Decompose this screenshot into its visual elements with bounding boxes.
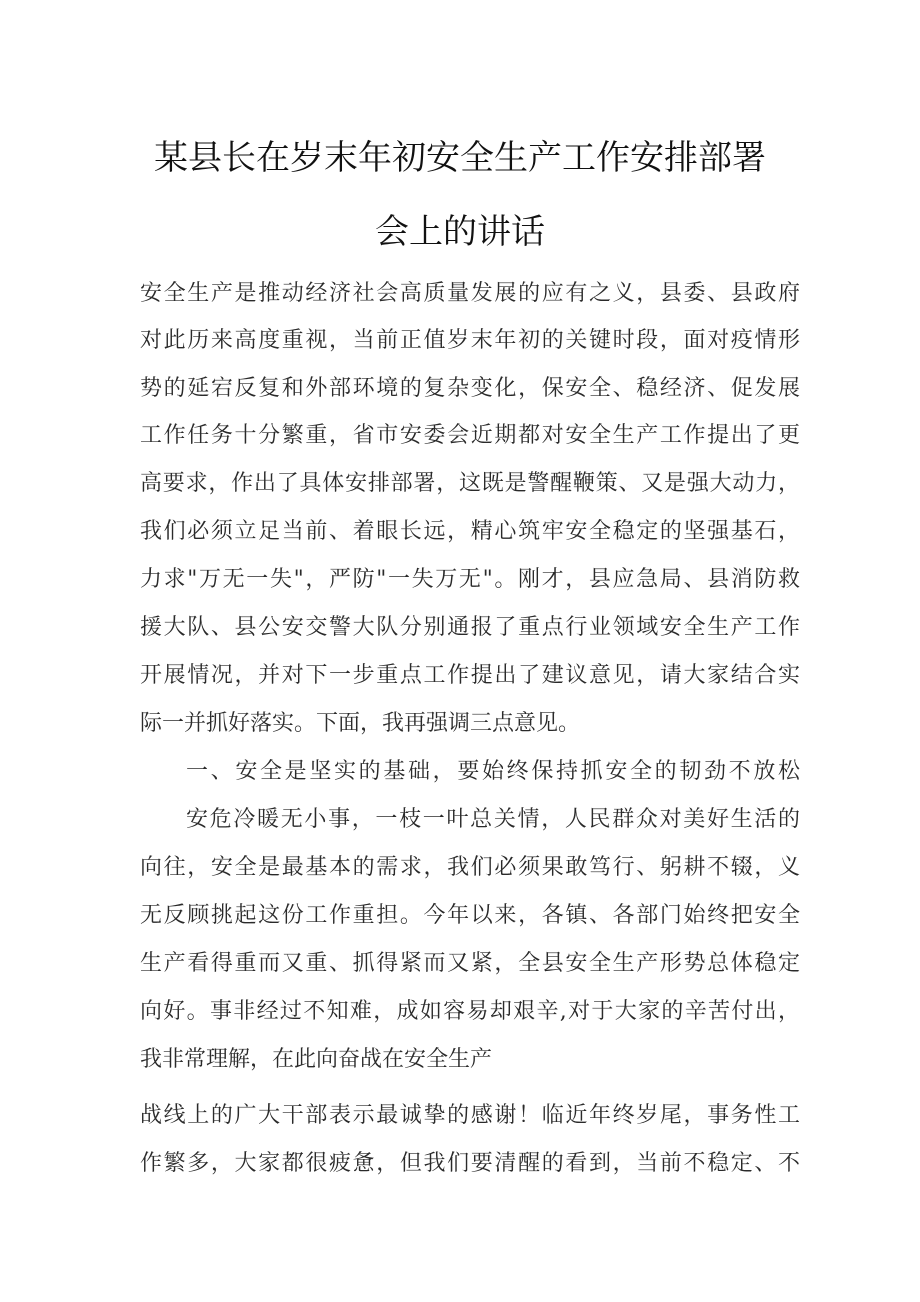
document-title-line-2: 会上的讲话	[375, 212, 545, 252]
paragraph-2-line-1: 安危冷暖无小事，一枝一叶总关情，人民群众对美好生活的	[186, 807, 800, 832]
paragraph-2-line-5: 向好。事非经过不知难，成如容易却艰辛,对于大家的辛苦付出，	[140, 999, 800, 1024]
paragraph-1-line-1: 安全生产是推动经济社会高质量发展的应有之义，县委、县政府	[140, 281, 800, 306]
paragraph-1-line-10: 际一并抓好落实。下面，我再强调三点意见。	[140, 711, 581, 736]
paragraph-1-line-6: 我们必须立足当前、着眼长远，精心筑牢安全稳定的坚强基石，	[140, 519, 800, 544]
paragraph-1-line-9: 开展情况，并对下一步重点工作提出了建议意见，请大家结合实	[140, 663, 800, 688]
paragraph-2-line-3: 无反顾挑起这份工作重担。今年以来，各镇、各部门始终把安全	[140, 903, 800, 928]
paragraph-3-line-2: 作繁多，大家都很疲惫，但我们要清醒的看到，当前不稳定、不	[140, 1151, 800, 1176]
document-title-line-1: 某县长在岁末年初安全生产工作安排部署	[154, 138, 766, 178]
paragraph-2-line-6: 我非常理解，在此向奋战在安全生产	[140, 1047, 493, 1072]
paragraph-1-line-5: 高要求，作出了具体安排部署，这既是警醒鞭策、又是强大动力，	[140, 471, 800, 496]
paragraph-1-line-4: 工作任务十分繁重，省市安委会近期都对安全生产工作提出了更	[140, 423, 800, 448]
paragraph-1-line-8: 援大队、县公安交警大队分别通报了重点行业领域安全生产工作	[140, 615, 800, 640]
paragraph-1-line-2: 对此历来高度重视，当前正值岁末年初的关键时段，面对疫情形	[140, 328, 800, 353]
paragraph-2-line-2: 向往，安全是最基本的需求，我们必须果敢笃行、躬耕不辍，义	[140, 855, 800, 880]
paragraph-2-line-4: 生产看得重而又重、抓得紧而又紧，全县安全生产形势总体稳定	[140, 951, 800, 976]
paragraph-1-line-3: 势的延宕反复和外部环境的复杂变化，保安全、稳经济、促发展	[140, 376, 800, 401]
section-1-heading: 一、安全是坚实的基础，要始终保持抓安全的韧劲不放松	[186, 759, 800, 784]
paragraph-3-line-1: 战线上的广大干部表示最诚挚的感谢！临近年终岁尾，事务性工	[140, 1103, 800, 1128]
paragraph-1-line-7: 力求"万无一失"，严防"一失万无"。刚才，县应急局、县消防救	[140, 567, 800, 592]
